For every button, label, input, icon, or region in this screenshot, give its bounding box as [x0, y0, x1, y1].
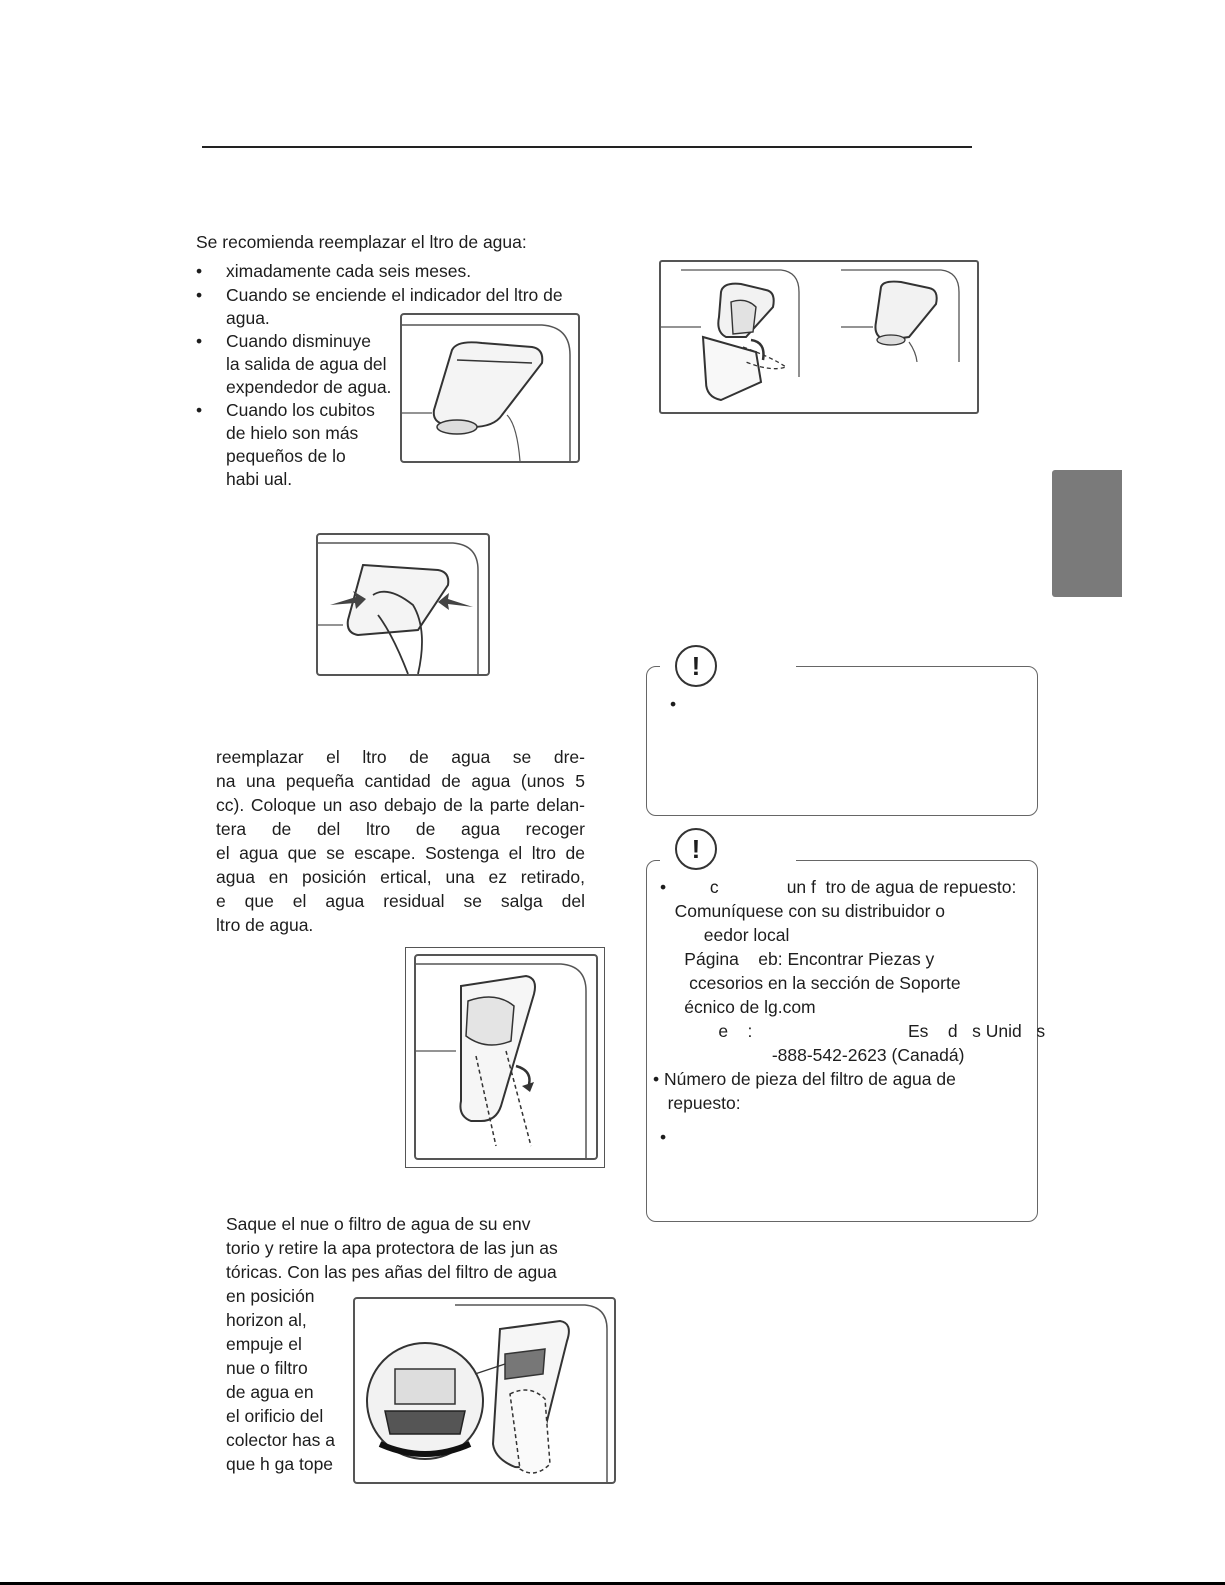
note-line: Comuníquese con su distribuidor o: [660, 901, 946, 921]
drain-line: agua en posición ertical, una ez retirado,: [216, 867, 585, 887]
exclamation-icon: !: [675, 828, 717, 870]
note-line: repuesto:: [653, 1093, 741, 1113]
note-line: Página eb: Encontrar Piezas y: [660, 949, 935, 969]
intro-text: Se recomienda reemplazar el ltro de agua:: [196, 232, 527, 252]
new-filter-line: empuje el: [226, 1334, 302, 1354]
drain-line: cc). Coloque un aso debajo de la parte delan-: [216, 795, 585, 815]
note-line: -888-542-2623 (Canadá): [660, 1045, 965, 1065]
note-bullet: •: [670, 694, 677, 714]
new-filter-line: de agua en: [226, 1382, 314, 1402]
new-filter-line: que h ga tope: [226, 1454, 334, 1474]
bullet-text: Cuando se enciende el indicador del ltro de: [226, 285, 563, 305]
exclamation-icon: !: [675, 645, 717, 687]
note-line: •: [660, 1127, 667, 1147]
note-line: écnico de lg.com: [660, 997, 816, 1017]
note-line: ccesorios en la sección de Soporte: [660, 973, 961, 993]
drain-line: reemplazar el ltro de agua se dre-: [216, 747, 585, 767]
drain-line: ltro de agua.: [216, 915, 314, 935]
hand-squeeze-illustration: [316, 533, 490, 676]
bullet-text: pequeños de lo: [226, 446, 346, 466]
bullet-text: ximadamente cada seis meses.: [226, 261, 472, 281]
drain-line: e que el agua residual se salga del: [216, 891, 585, 911]
bullet-text: expendedor de agua.: [226, 377, 392, 397]
new-filter-line: nue o filtro: [226, 1358, 308, 1378]
bullet-text: de hielo son más: [226, 423, 359, 443]
bullet-text: Cuando disminuye: [226, 331, 371, 351]
bullet-dot: •: [196, 331, 203, 351]
new-filter-line: horizon al,: [226, 1310, 307, 1330]
drain-line: na una pequeña cantidad de agua (unos 5: [216, 771, 585, 791]
filter-housing-illustration: [400, 313, 580, 463]
drain-line: el agua que se escape. Sostenga el ltro de: [216, 843, 585, 863]
header-rule: [202, 146, 972, 148]
filter-insert-illustration: [353, 1297, 616, 1484]
new-filter-line: el orificio del: [226, 1406, 324, 1426]
note-box: [646, 666, 1038, 816]
note-line: eedor local: [660, 925, 790, 945]
bullet-dot: •: [196, 261, 203, 281]
new-filter-line: colector has a: [226, 1430, 335, 1450]
note-line: • Número de pieza del filtro de agua de: [653, 1069, 956, 1089]
new-filter-line: Saque el nue o filtro de agua de su env: [226, 1214, 531, 1234]
bullet-dot: •: [196, 285, 203, 305]
new-filter-line: tóricas. Con las pes añas del filtro de agua: [226, 1262, 557, 1282]
new-filter-line: torio y retire la apa protectora de las jun as: [226, 1238, 558, 1258]
filter-rotate-illustration: [659, 260, 979, 414]
section-tab: [1052, 470, 1122, 597]
bullet-dot: •: [196, 400, 203, 420]
bullet-text: habi ual.: [226, 469, 293, 489]
bullet-text: Cuando los cubitos: [226, 400, 375, 420]
note-line: e : Es d s Unid s: [660, 1021, 1046, 1041]
bullet-text: agua.: [226, 308, 270, 328]
drain-line: tera de del ltro de agua recoger: [216, 819, 585, 839]
new-filter-line: en posición: [226, 1286, 315, 1306]
filter-removal-frame: [405, 947, 605, 1168]
bullet-text: la salida de agua del: [226, 354, 387, 374]
filter-removal-illustration: [414, 954, 598, 1160]
note-line: • c un f tro de agua de repuesto:: [660, 877, 1017, 897]
